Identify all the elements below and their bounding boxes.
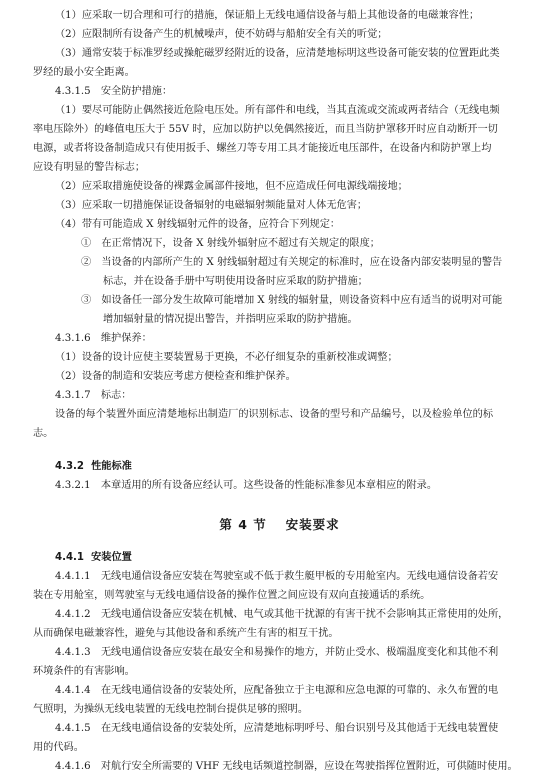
text-line: 用的代码。 bbox=[33, 742, 84, 753]
text-line: 4.4.1.6 对航行安全所需要的 VHF 无线电话频道控制器，应设在驾驶指挥位置附近，可供随时使用。 bbox=[55, 761, 518, 772]
text-line: （2）应采取措施使设备的裸露金属部件接地，但不应造成任何电源线端接地； bbox=[55, 181, 408, 192]
text-line: （4）带有可能造成 X 射线辐射元件的设备，应符合下列规定： bbox=[55, 219, 341, 230]
clause-heading: 4.3.1.6 维护保养： bbox=[55, 333, 152, 344]
section-title: 第 4 节 安装要求 bbox=[219, 517, 340, 532]
text-line: （3）应采取一切措施保证设备辐射的电磁辐射频能量对人体无危害； bbox=[55, 200, 368, 211]
text-line: 应设有明显的警告标志； bbox=[33, 162, 146, 173]
clause-heading: 4.3.1.5 安全防护措施： bbox=[55, 86, 173, 97]
clause-heading: 4.3.1.7 标志： bbox=[55, 390, 132, 401]
text-line: 4.4.1.2 无线电通信设备应安装在机械、电气或其他干扰源的有害干扰不会影响其正常使用的处所， bbox=[55, 609, 509, 620]
text-line: 4.4.1.5 在无线电通信设备的安装处所，应清楚地标明呼号、船台识别号及其他适于无线电装置使 bbox=[55, 723, 499, 734]
text-line: ③ 如设备任一部分发生故障可能增加 X 射线的辐射量，则设备资料中应有适当的说明对可能 bbox=[81, 295, 503, 306]
subsection-title: 性能标准 bbox=[91, 461, 132, 472]
text-line: 电源，或者将设备制造成只有使用扳手、螺丝刀等专用工具才能接近电压部件，在设备内和防护罩上均 bbox=[33, 143, 492, 154]
text-line: 罗经的最小安全距离。 bbox=[33, 67, 135, 78]
text-line: ① 在正常情况下，设备 X 射线外辐射应不超过有关规定的限度； bbox=[81, 238, 380, 249]
text-line: 增加辐射量的情况提出警告，并指明应采取的防护措施。 bbox=[103, 314, 358, 325]
text-line: （1）应采取一切合理和可行的措施，保证船上无线电通信设备与船上其他设备的电磁兼容性； bbox=[55, 10, 480, 21]
text-line: 率电压除外）的峰值电压大于 55V 时，应加以防护以免偶然接近，而且当防护罩移开时应自动断开一切 bbox=[33, 124, 498, 135]
text-line: （3）通常安装于标准罗经或操舵磁罗经附近的设备，应清楚地标明这些设备可能安装的位置距此类 bbox=[55, 48, 500, 59]
text-line: 从而确保电磁兼容性，避免与其他设备和系统产生有害的相互干扰。 bbox=[33, 628, 339, 639]
text-line: 4.4.1.1 无线电通信设备应安装在驾驶室或不低于救生艇甲板的专用舱室内。无线电通信设备若安 bbox=[55, 571, 499, 582]
subsection-heading-4-3-2 bbox=[33, 457, 526, 476]
text-line: 4.4.1.3 无线电通信设备应安装在最安全和易操作的地方，并防止受水、极端温度变化和其他不利 bbox=[55, 647, 499, 658]
text-line: ② 当设备的内部所产生的 X 射线辐射超过有关规定的标准时，应在设备内部安装明显的警告 bbox=[81, 257, 503, 268]
text-line: 4.4.1.4 在无线电通信设备的安装处所，应配备独立于主电源和应急电源的可靠的、永久布置的电 bbox=[55, 685, 499, 696]
text-line: （2）应限制所有设备产生的机械噪声，使不妨碍与船舶安全有关的听觉； bbox=[55, 29, 388, 40]
subsection-number: 4.4.1 bbox=[55, 552, 85, 563]
text-line: 气照明，为操纵无线电装置的无线电控制台提供足够的照明。 bbox=[33, 704, 309, 715]
text-line: （1）设备的设计应使主要装置易于更换，不必仔细复杂的重新校准或调整； bbox=[55, 352, 398, 363]
text-line: 4.3.2.1 本章适用的所有设备应经认可。这些设备的性能标准参见本章相应的附录。 bbox=[55, 480, 438, 491]
text-line: （2）设备的制造和安装应考虑方便检查和维护保养。 bbox=[55, 371, 296, 382]
subsection-title: 安装位置 bbox=[91, 552, 132, 563]
text-line: 志。 bbox=[33, 428, 54, 439]
text-line: 环境条件的有害影响。 bbox=[33, 666, 135, 677]
text-line: 装在专用舱室，则驾驶室与无线电通信设备的操作位置之间应设有双向直接通话的系统。 bbox=[33, 590, 431, 601]
text-line: （1）要尽可能防止偶然接近危险电压处。所有部件和电线，当其直流或交流或两者结合（无线电频 bbox=[55, 105, 500, 116]
subsection-heading-4-4-1 bbox=[33, 548, 526, 567]
text-line: 标志，并在设备手册中写明使用设备时应采取的防护措施； bbox=[103, 276, 368, 287]
subsection-number: 4.3.2 bbox=[55, 461, 85, 472]
text-line: 设备的每个装置外面应清楚地标出制造厂的识别标志、设备的型号和产品编号，以及检验单位的标 bbox=[55, 409, 494, 420]
